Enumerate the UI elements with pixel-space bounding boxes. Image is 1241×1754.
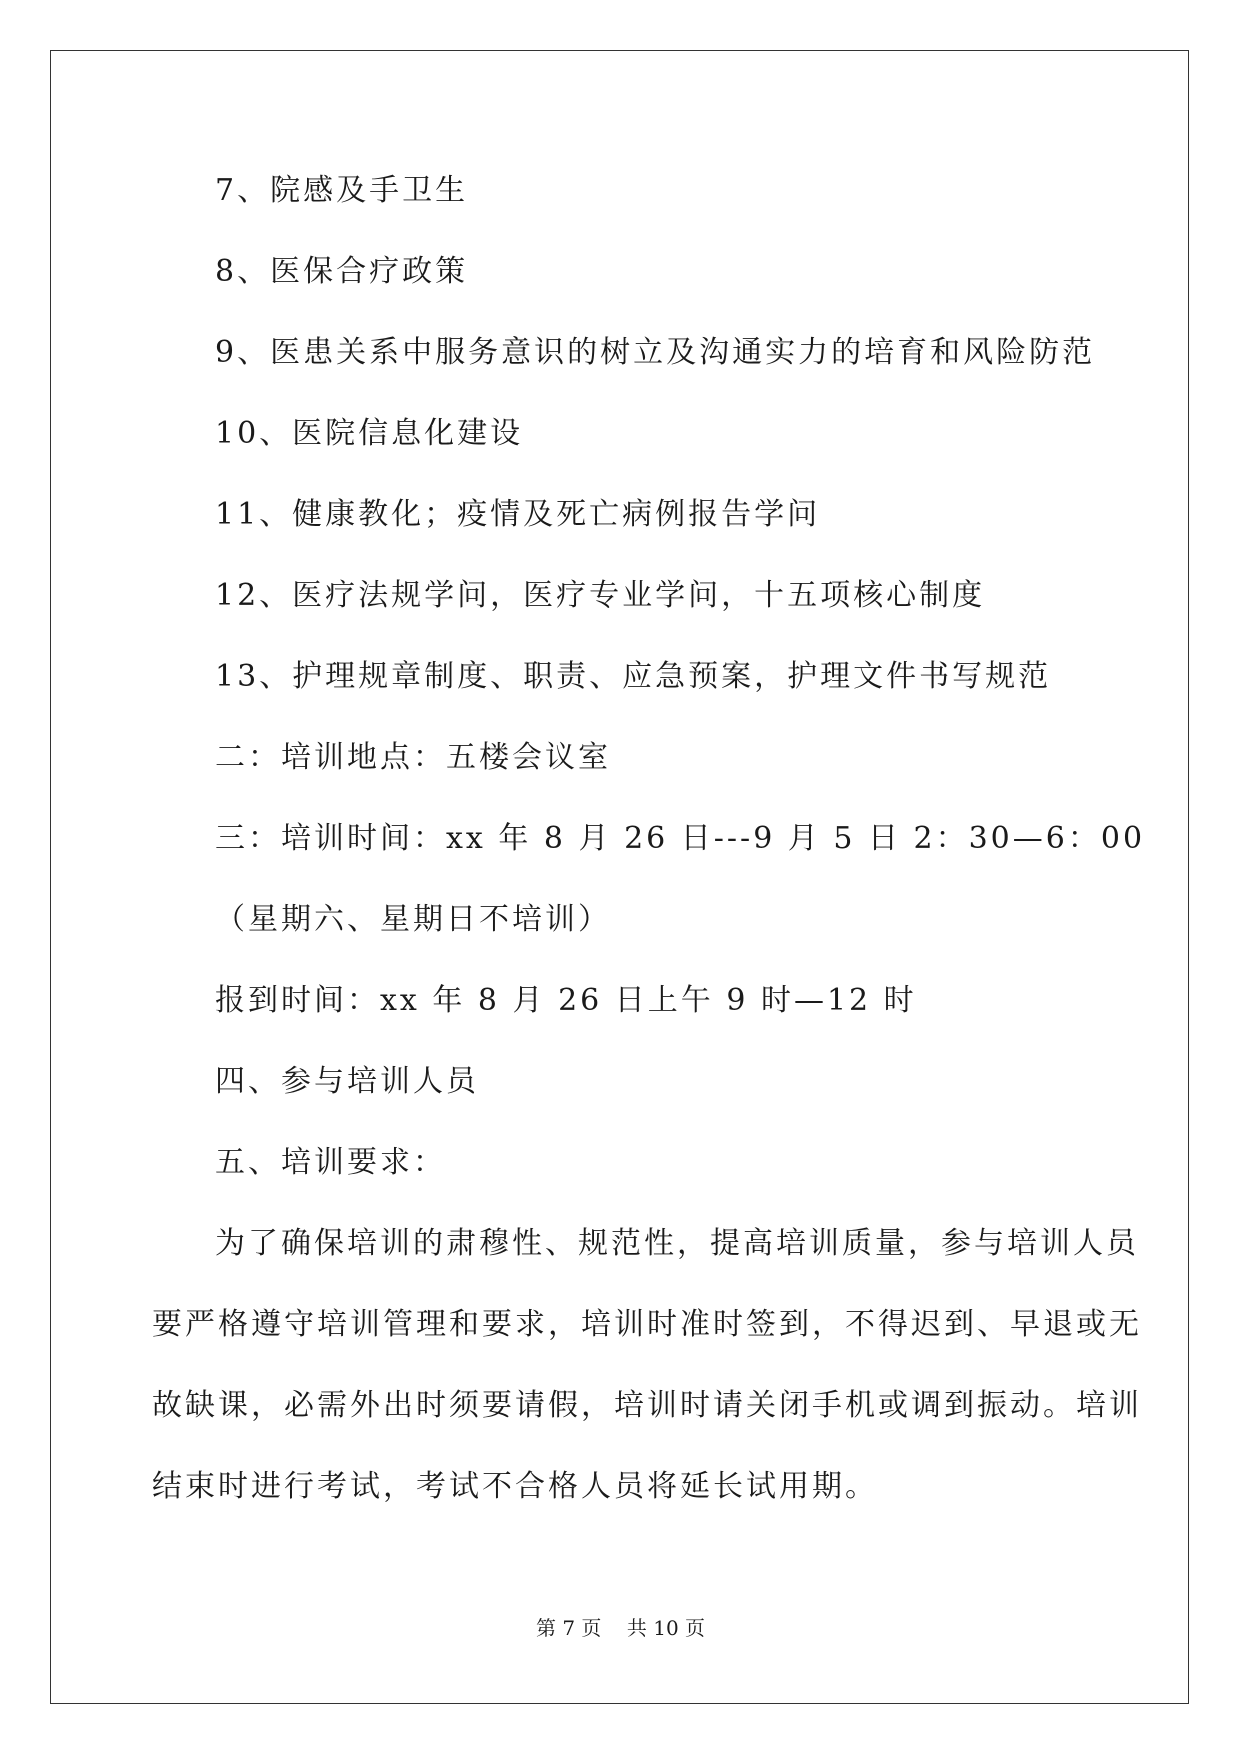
report-time: 报到时间：xx 年 8 月 26 日上午 9 时—12 时 — [215, 983, 917, 1018]
total-pages: 共 10 页 — [626, 1616, 706, 1640]
participants-heading: 四、参与培训人员 — [215, 1064, 479, 1099]
requirements-paragraph-line: 结束时进行考试，考试不合格人员将延长试用期。 — [152, 1469, 878, 1504]
list-item-12: 12、医疗法规学问，医疗专业学问，十五项核心制度 — [215, 578, 986, 613]
page-number: 第 7 页 — [535, 1616, 602, 1640]
training-time: 三：培训时间：xx 年 8 月 26 日---9 月 5 日 2：30—6：00 — [215, 821, 1146, 856]
list-item-7: 7、院感及手卫生 — [215, 173, 469, 208]
page-border — [50, 50, 1189, 1704]
requirements-paragraph-line: 为了确保培训的肃穆性、规范性，提高培训质量，参与培训人员 — [215, 1226, 1139, 1261]
training-location: 二：培训地点：五楼会议室 — [215, 740, 611, 775]
requirements-heading: 五、培训要求： — [215, 1145, 446, 1180]
requirements-paragraph-line: 要严格遵守培训管理和要求，培训时准时签到，不得迟到、早退或无 — [152, 1307, 1142, 1342]
list-item-11: 11、健康教化；疫情及死亡病例报告学问 — [215, 497, 821, 532]
page-footer — [0, 1618, 1241, 1638]
list-item-8: 8、医保合疗政策 — [215, 254, 469, 289]
list-item-9: 9、医患关系中服务意识的树立及沟通实力的培育和风险防范 — [215, 335, 1096, 370]
requirements-paragraph-line: 故缺课，必需外出时须要请假，培训时请关闭手机或调到振动。培训 — [152, 1388, 1142, 1423]
list-item-13: 13、护理规章制度、职责、应急预案，护理文件书写规范 — [215, 659, 1052, 694]
list-item-10: 10、医院信息化建设 — [215, 416, 524, 451]
training-time-note: （星期六、星期日不培训） — [215, 902, 611, 937]
